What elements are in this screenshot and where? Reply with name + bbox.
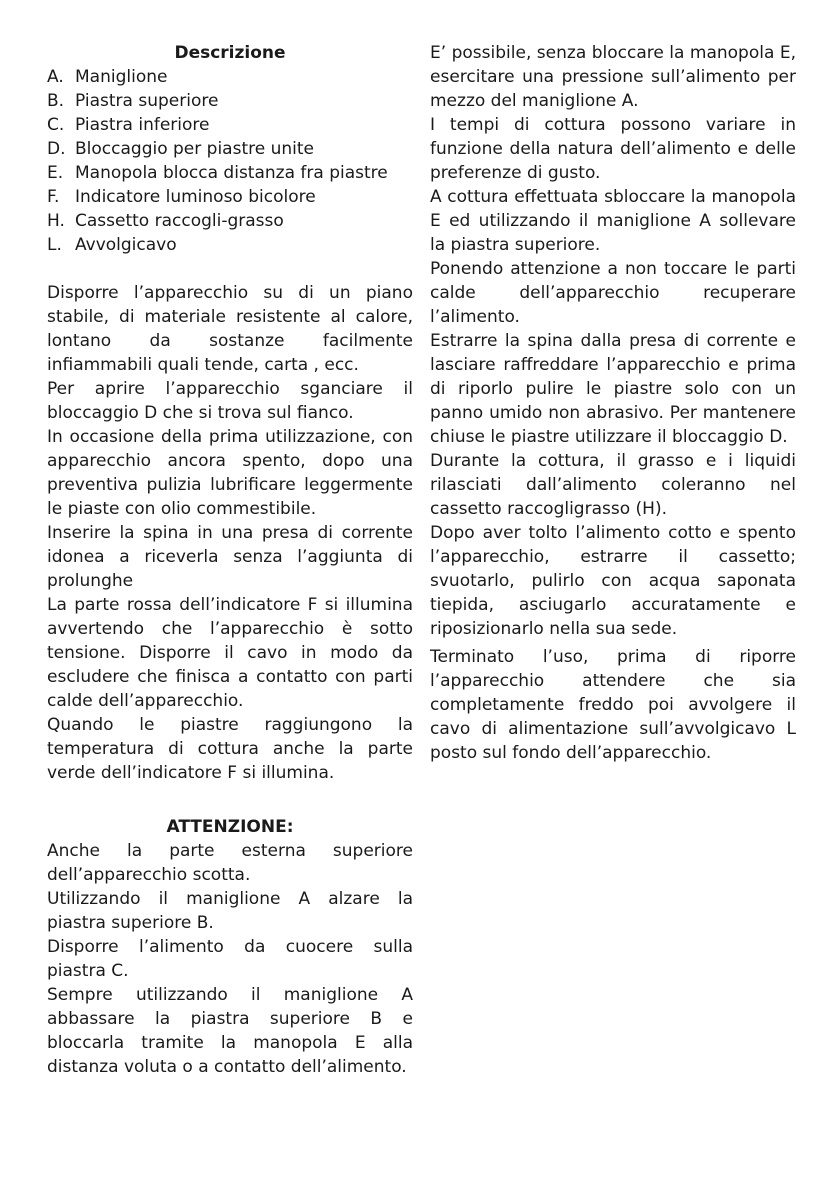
instruction-paragraph: Inserire la spina in una presa di corrente idonea a riceverla senza l’aggiunta di prolunghe: [47, 523, 413, 591]
instruction-paragraph: E’ possibile, senza bloccare la manopola E, esercitare una pressione sull’alimento per mezzo del maniglione A.: [430, 43, 796, 111]
legend-item: D. Bloccaggio per piastre unite: [47, 139, 314, 159]
legend-item: A. Maniglione: [47, 67, 168, 87]
legend-item: C. Piastra inferiore: [47, 115, 210, 135]
instruction-paragraph: Per aprire l’apparecchio sganciare il bloccaggio D che si trova sul fianco.: [47, 379, 413, 423]
legend-item: B. Piastra superiore: [47, 91, 219, 111]
instruction-paragraph: In occasione della prima utilizzazione, con apparecchio ancora spento, dopo una preventiva pulizia lubrificare leggermente le piaste con olio commestibile.: [47, 427, 413, 519]
final-paragraph: Terminato l’uso, prima di riporre l’apparecchio attendere che sia completamente freddo poi avvolgere il cavo di alimentazione sull’avvolgicavo L posto sul fondo dell’apparecchio.: [430, 647, 796, 763]
warning-title: ATTENZIONE:: [166, 817, 294, 837]
instruction-paragraph: Disporre l’apparecchio su di un piano stabile, di materiale resistente al calore, lontano da sostanze facilmente infiammabili quali tende, carta , ecc.: [47, 283, 413, 375]
instruction-paragraph: A cottura effettuata sbloccare la manopola E ed utilizzando il maniglione A sollevare la piastra superiore.: [430, 187, 796, 255]
warning-paragraph: Sempre utilizzando il maniglione A abbassare la piastra superiore B e bloccarla tramite la manopola E alla distanza voluta o a contatto dell’alimento.: [47, 985, 413, 1077]
legend-item: H. Cassetto raccogli-grasso: [47, 211, 284, 231]
instruction-paragraph: Estrarre la spina dalla presa di corrente e lasciare raffreddare l’apparecchio e prima di riporlo pulire le piastre solo con un panno umido non abrasivo. Per mantenere chiuse le piastre utilizzare il bloccaggio D.: [430, 331, 796, 447]
left-column: [47, 41, 413, 1079]
right-column: [430, 41, 796, 765]
instruction-paragraph: Dopo aver tolto l’alimento cotto e spento l’apparecchio, estrarre il cassetto; svuotarlo, pulirlo con acqua saponata tiepida, asciugarlo accuratamente e riposizionarlo nella sua sede.: [430, 523, 796, 639]
instruction-paragraph: Quando le piastre raggiungono la temperatura di cottura anche la parte verde dell’indicatore F si illumina.: [47, 715, 413, 783]
legend-item: L. Avvolgicavo: [47, 235, 177, 255]
warning-paragraph: Utilizzando il maniglione A alzare la piastra superiore B.: [47, 889, 413, 933]
warning-paragraph: Disporre l’alimento da cuocere sulla piastra C.: [47, 937, 413, 981]
instruction-paragraph: I tempi di cottura possono variare in funzione della natura dell’alimento e delle preferenze di gusto.: [430, 115, 796, 183]
description-title: Descrizione: [174, 43, 286, 63]
legend-item: E. Manopola blocca distanza fra piastre: [47, 163, 388, 183]
legend-item: F. Indicatore luminoso bicolore: [47, 187, 316, 207]
instruction-paragraph: Durante la cottura, il grasso e i liquidi rilasciati dall’alimento coleranno nel cassetto raccogligrasso (H).: [430, 451, 796, 519]
warning-paragraph: Anche la parte esterna superiore dell’apparecchio scotta.: [47, 841, 413, 885]
instruction-paragraph: Ponendo attenzione a non toccare le parti calde dell’apparecchio recuperare l’alimento.: [430, 259, 796, 327]
instruction-paragraph: La parte rossa dell’indicatore F si illumina avvertendo che l’apparecchio è sotto tensione. Disporre il cavo in modo da escludere che finisca a contatto con parti calde dell’apparecchio.: [47, 595, 413, 711]
parts-legend: [47, 65, 413, 257]
